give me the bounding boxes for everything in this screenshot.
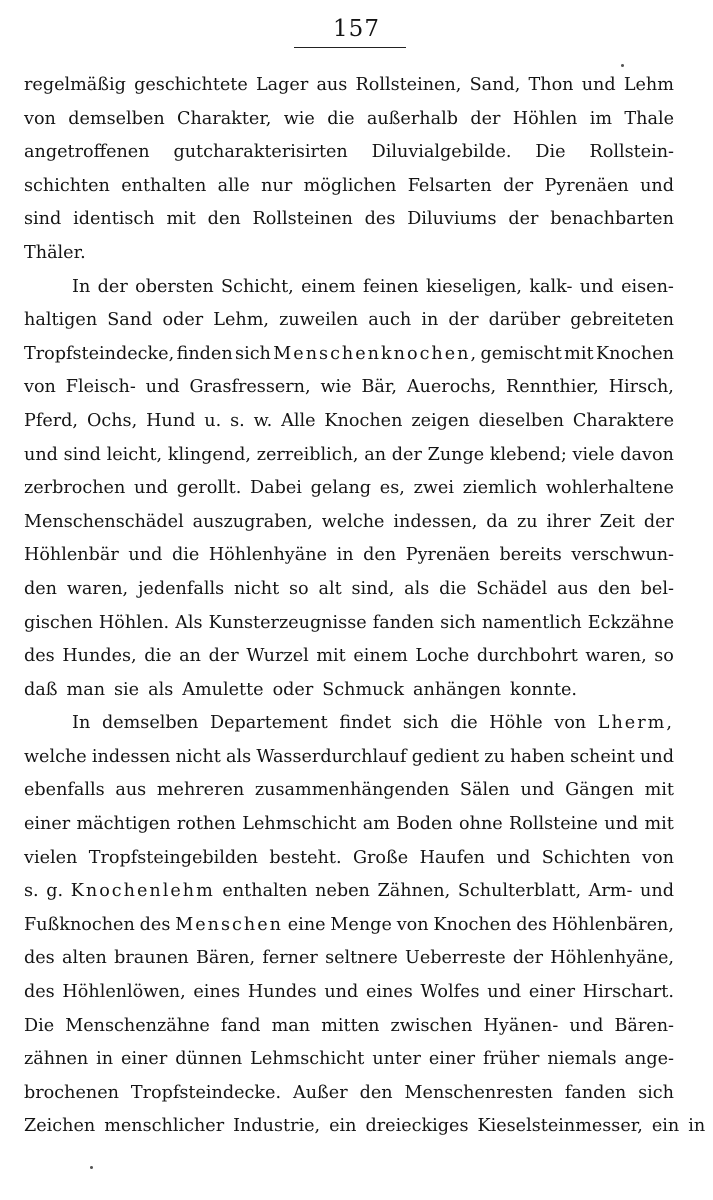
page-number: 157 bbox=[333, 16, 380, 42]
text-line: des Hundes, die an der Wurzel mit einem Loche durchbohrt waren, so bbox=[24, 646, 674, 667]
text-line: schichten enthalten alle nur möglichen Felsarten der Pyrenäen und bbox=[24, 175, 674, 196]
paper-speck bbox=[90, 1166, 93, 1169]
text-line: welche indessen nicht als Wasserdurchlauf gedient zu haben scheint und bbox=[24, 746, 674, 767]
text-line: einer mächtigen rothen Lehmschicht am Boden ohne Rollsteine und mit bbox=[24, 814, 674, 835]
text-line: In demselben Departement findet sich die Höhle von Lherm, bbox=[72, 713, 674, 734]
text-line: brochenen Tropfsteindecke. Außer den Menschenresten fanden sich bbox=[24, 1082, 674, 1103]
body-text bbox=[24, 69, 706, 1144]
text-line: haltigen Sand oder Lehm, zuweilen auch in der darüber gebreiteten bbox=[24, 310, 674, 331]
text-line: des alten braunen Bären, ferner seltnere Ueberreste der Höhlenhyäne, bbox=[24, 948, 674, 969]
text-line: von Fleisch- und Grasfressern, wie Bär, Auerochs, Rennthier, Hirsch, bbox=[24, 377, 674, 398]
text-line: sind identisch mit den Rollsteinen des Diluviums der benachbarten bbox=[24, 209, 674, 230]
paragraph bbox=[24, 271, 674, 708]
text-line: Pferd, Ochs, Hund u. s. w. Alle Knochen zeigen dieselben Charaktere bbox=[24, 410, 674, 431]
text-line: ebenfalls aus mehreren zusammenhängenden Sälen und Gängen mit bbox=[24, 780, 674, 801]
paper-speck bbox=[621, 64, 624, 67]
text-line: Menschenschädel auszugraben, welche indessen, da zu ihrer Zeit der bbox=[24, 511, 674, 532]
paragraph bbox=[24, 69, 674, 271]
text-line: Die Menschenzähne fand man mitten zwischen Hyänen- und Bären- bbox=[24, 1015, 674, 1036]
text-line: Fußknochen des Menschen eine Menge von Knochen des Höhlenbären, bbox=[24, 914, 674, 935]
text-line: des Höhlenlöwen, eines Hundes und eines Wolfes und einer Hirschart. bbox=[24, 982, 674, 1003]
text-line: Thäler. bbox=[24, 242, 86, 263]
text-line: zerbrochen und gerollt. Dabei gelang es, zwei ziemlich wohlerhaltene bbox=[24, 478, 674, 499]
text-line: In der obersten Schicht, einem feinen kieseligen, kalk- und eisen- bbox=[72, 276, 674, 297]
text-line: Tropfsteindecke, finden sich Menschenknochen, gemischt mit Knochen bbox=[24, 343, 674, 364]
text-line: von demselben Charakter, wie die außerhalb der Höhlen im Thale bbox=[24, 108, 674, 129]
header-rule bbox=[294, 47, 406, 48]
text-line: den waren, jedenfalls nicht so alt sind, als die Schädel aus den bel- bbox=[24, 578, 674, 599]
text-line: Zeichen menschlicher Industrie, ein dreieckiges Kieselsteinmesser, ein in bbox=[24, 1116, 706, 1137]
paragraph bbox=[24, 707, 706, 1144]
text-line: angetroffenen gutcharakterisirten Diluvialgebilde. Die Rollstein- bbox=[24, 142, 674, 163]
text-line: vielen Tropfsteingebilden besteht. Große Haufen und Schichten von bbox=[24, 847, 674, 868]
text-line: und sind leicht, klingend, zerreiblich, an der Zunge klebend; viele davon bbox=[24, 444, 674, 465]
text-line: zähnen in einer dünnen Lehmschicht unter einer früher niemals ange- bbox=[24, 1049, 674, 1070]
text-line: regelmäßig geschichtete Lager aus Rollsteinen, Sand, Thon und Lehm bbox=[24, 75, 674, 95]
text-line: daß man sie als Amulette oder Schmuck anhängen konnte. bbox=[24, 679, 578, 700]
text-line: gischen Höhlen. Als Kunsterzeugnisse fanden sich namentlich Eckzähne bbox=[24, 612, 674, 633]
text-line: s. g. Knochenlehm enthalten neben Zähnen, Schulterblatt, Arm- und bbox=[24, 881, 674, 902]
text-line: Höhlenbär und die Höhlenhyäne in den Pyrenäen bereits verschwun- bbox=[24, 545, 674, 566]
